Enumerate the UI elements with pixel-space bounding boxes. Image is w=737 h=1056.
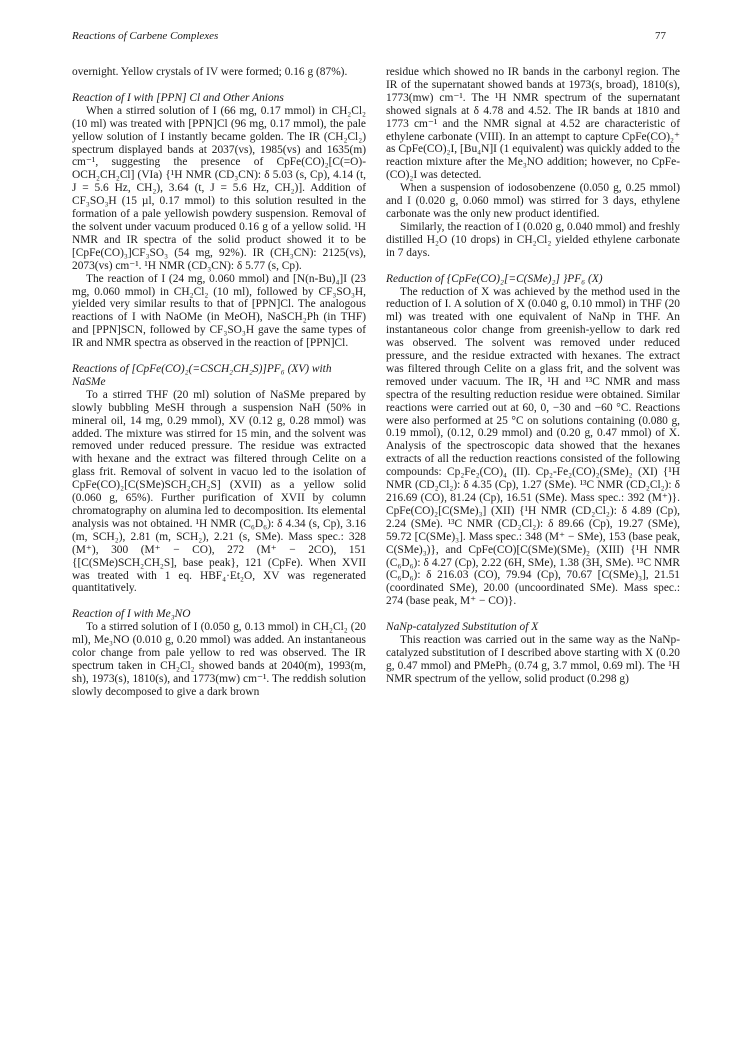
running-head xyxy=(72,30,666,46)
paragraph: The reduction of X was achieved by the method used in the reduction of I. A solution of X (0.040 g, 0.10 mmol) in THF (20 ml) was treated with one equivalent of NaNp in THF. An instantaneous color change from greenish-yellow to dark red was observed. The solvent was removed under reduced pressure, and the residue extracted with hexanes. The extract was filtered through Celite on a glass frit, and the solvent was removed under vacuum. The IR, ¹H and ¹³C NMR and mass spectra of the resulting reduction residue were obtained. Similar reactions were carried out at 60, 0, −30 and −60 °C. Reactions were also performed at 25 °C on solutions containing (0.080 g, 0.19 mmol), (0.12, 0.29 mmol) and (0.20 g, 0.47 mmol) of X. Analysis of the spectroscopic data showed that the hexanes extracts of all the reduction reactions consisted of the following compounds: Cp₂Fe₂(CO)₄ (II). Cp₂-Fe₂(CO)₂(SMe)₂ (XI) {¹H NMR (CD₂Cl₂): δ 4.35 (Cp), 1.27 (SMe). ¹³C NMR (CD₂Cl₂): δ 216.69 (CO), 81.24 (Cp), 16.51 (SMe). Mass spec.: 392 (M⁺)}. CpFe(CO)₂[C(SMe)₃] (XII) {¹H NMR (CD₂Cl₂): δ 4.89 (Cp), 2.24 (SMe). ¹³C NMR (CD₂Cl₂): δ 89.66 (Cp), 19.27 (SMe), 59.72 [C(SMe)₃]. Mass spec.: 348 (M⁺ − SMe), 153 (base peak, C(SMe)₃)}, and CpFe(CO)[C(SMe)(SMe)₂ (XIII) {¹H NMR (C₆D₆): δ 4.27 (Cp), 2.22 (6H, SMe), 1.38 (3H, SMe). ¹³C NMR (C₆D₆): δ 216.03 (CO), 79.94 (Cp), 70.67 [C(SMe)₃], 21.51 (coordinated SMe), 20.00 (uncoordinated SMe). Mass spec.: 274 (base peak, M⁺ − CO)}. xyxy=(386,285,680,608)
paragraph: When a suspension of iodosobenzene (0.050 g, 0.25 mmol) and I (0.020 g, 0.060 mmol) was stirred for 3 days, ethylene carbonate was the only new product identified. xyxy=(386,182,680,220)
paragraph: residue which showed no IR bands in the carbonyl region. The IR of the supernatant showed bands at 1973(s, broad), 1810(s), 1773(mw) cm⁻¹. The ¹H NMR spectrum of the supernatant showed signals at δ 4.78 and 4.52. The IR bands at 1810 and 1773 cm⁻¹ and the NMR signal at 4.52 are characteristic of ethylene carbonate (VIII). In an attempt to capture CpFe(CO)₂⁺ as CpFe(CO)₂I, [Bu₄N]I (1 equivalent) was quickly added to the reaction mixture after the Me₃NO addition; however, no CpFe-(CO)₂I was detected. xyxy=(386,66,680,182)
paragraph: overnight. Yellow crystals of IV were formed; 0.16 g (87%). xyxy=(72,66,348,78)
paragraph: When a stirred solution of I (66 mg, 0.17 mmol) in CH₂Cl₂ (10 ml) was treated with [PPN]Cl (96 mg, 0.17 mmol), the pale yellow solution of I instantly became golden. The IR (CH₂Cl₂) spectrum displayed bands at 2037(vs), 1985(vs) and 1635(m) cm⁻¹, suggesting the presence of CpFe(CO)₂[C(=O)-OCH₂CH₂Cl] (VIa) {¹H NMR (CD₃CN): δ 5.03 (s, Cp), 4.14 (t, J = 5.6 Hz, CH₂), 3.64 (t, J = 5.6 Hz, CH₂)]. Addition of CF₃SO₃H (15 µl, 0.17 mmol) to this solution resulted in the formation of a pale yellowish powdery suspension. Removal of the solvent under vacuum produced 0.16 g of a yellow solid. ¹H NMR and IR spectra of the solid product showed it to be [CpFe(CO)₃]CF₃SO₃ (54 mg, 92%). IR (CH₃CN): 2125(vs), 2073(vs) cm⁻¹. ¹H NMR (CD₃CN): δ 5.77 (s, Cp). xyxy=(72,104,366,272)
running-title: Reactions of Carbene Complexes xyxy=(72,30,219,42)
section-heading: Reactions of [CpFe(CO)₂(=CSCH₂CH₂S)]PF₆ (XV) with NaSMe xyxy=(72,363,332,388)
paragraph: To a stirred solution of I (0.050 g, 0.13 mmol) in CH₂Cl₂ (20 ml), Me₃NO (0.010 g, 0.20 mmol) was added. An instantaneous color change from pale yellow to red was observed. The IR spectrum taken in CH₂Cl₂ showed bands at 2040(m), 1993(m, sh), 1973(s), 1810(s), and 1773(mw) cm⁻¹. The reddish solution slowly decomposed to give a dark brown xyxy=(72,621,366,698)
page-number: 77 xyxy=(655,30,666,42)
paragraph: This reaction was carried out in the same way as the NaNp-catalyzed substitution of I described above starting with X (0.20 g, 0.47 mmol) and PMePh₂ (0.74 g, 3.7 mmol, 0.69 ml). The ¹H NMR spectrum of the yellow, solid product (0.298 g) xyxy=(386,634,680,685)
section-heading: NaNp-catalyzed Substitution of X xyxy=(386,621,539,634)
section-heading: Reaction of I with [PPN] Cl and Other Anions xyxy=(72,91,284,104)
section-heading: Reaction of I with Me₃NO xyxy=(72,608,191,621)
paragraph: To a stirred THF (20 ml) solution of NaSMe prepared by slowly bubbling MeSH through a suspension NaH (50% in mineral oil, 14 mg, 0.29 mmol), XV (0.12 g, 0.28 mmol) was added. The mixture was stirred for 15 min, and the solvent was removed under reduced pressure. The residue was extracted with hexane and the extract was filtered through Celite on a glass frit. Removal of solvent in vacuo led to the isolation of CpFe(CO)₂[C(SMe)SCH₂CH₂S] (XVII) as a yellow solid (0.060 g, 65%). Further purification of XVII by column chromatography on alumina led to decomposition. Its elemental analysis was not obtained. ¹H NMR (C₆D₆): δ 4.34 (s, Cp), 3.16 (m, SCH₂), 2.81 (m, SCH₂), 2.21 (s, SMe). Mass spec.: 328 (M⁺), 300 (M⁺ − CO), 272 (M⁺ − 2CO), 151 {[C(SMe)SCH₂CH₂S], base peak}, 121 (CpFe). When XVII was treated with 1 eq. HBF₄·Et₂O, XV was regenerated quantitatively. xyxy=(72,388,366,595)
paragraph: The reaction of I (24 mg, 0.060 mmol) and [N(n-Bu)₄]I (23 mg, 0.060 mmol) in CH₂Cl₂ (10 ml), followed by CF₃SO₃H, yielded very similar results to that of [PPN]Cl. The analogous reactions of I with NaOMe (in MeOH), NaSCH₂Ph (in THF) and [PPN]SCN, followed by CF₃SO₃H gave the same types of IR and NMR spectra as observed in the reaction of [PPN]Cl. xyxy=(72,272,366,350)
section-heading: Reduction of {CpFe(CO)₂[=C(SMe)₂] }PF₆ (X) xyxy=(386,272,603,285)
right-column xyxy=(386,66,680,686)
left-column xyxy=(72,66,366,699)
paragraph: Similarly, the reaction of I (0.020 g, 0.040 mmol) and freshly distilled H₂O (10 drops) in CH₂Cl₂ yielded ethylene carbonate in 7 days. xyxy=(386,220,680,259)
